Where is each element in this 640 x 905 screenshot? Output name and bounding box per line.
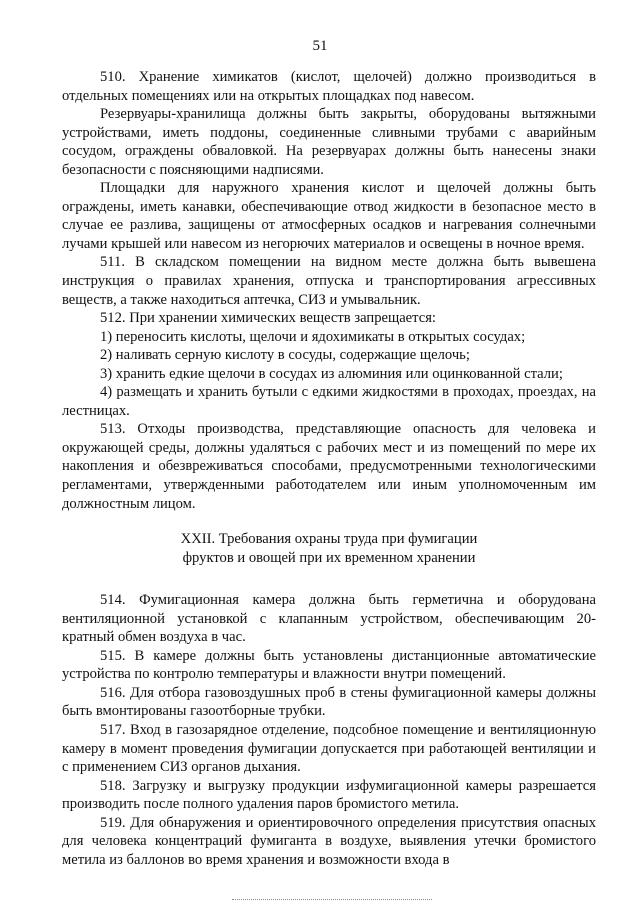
paragraph-510: 510. Хранение химикатов (кислот, щелочей) должно производиться в отдельных помещениях или на открытых площадках под навесом. [62, 69, 596, 104]
paragraph-reservoirs: Резервуары-хранилища должны быть закрыты, оборудованы вытяжными устройствами, иметь поддоны, соединенные сливными трубами с аварийным сосудом, ограждены обваловкой. На резервуарах должны быть нанесены знаки безопасности с поясняющими надписями. [62, 106, 596, 178]
scan-bottom-edge [232, 899, 432, 901]
paragraph-517: 517. Вход в газозарядное отделение, подсобное помещение и вентиляционную камеру в момент проведения фумигации допускается при работающей вентиляции и с применением СИЗ органов дыхания. [62, 721, 596, 776]
list-item-512-1: 1) переносить кислоты, щелочи и ядохимикаты в открытых сосудах; [100, 328, 526, 345]
paragraph-518: 518. Загрузку и выгрузку продукции изфумигационной камеры разрешается производить после полного удаления паров бромистого метила. [62, 777, 596, 813]
document-body [62, 68, 596, 869]
paragraph-515: 515. В камере должны быть установлены дистанционные автоматические устройства по контролю температуры и влажности внутри помещений. [62, 647, 596, 683]
section-heading-line-2: фруктов и овощей при их временном хранении [182, 550, 476, 567]
paragraph-519: 519. Для обнаружения и ориентировочного определения присутствия опасных для человека концентраций фумиганта в воздухе, выявления утечки бромистого метила из баллонов во время хранения и возможности входа в [62, 814, 596, 868]
list-item-512-3: 3) хранить едкие щелочи в сосудах из алюминия или оцинкованной стали; [100, 365, 563, 382]
section-heading [62, 530, 596, 568]
list-item-512-4: 4) размещать и хранить бутыли с едкими жидкостями в проходах, проездах, на лестницах. [62, 384, 596, 419]
section-heading-line-1: XXII. Требования охраны труда при фумигации [180, 531, 478, 548]
paragraph-511: 511. В складском помещении на видном месте должна быть вывешена инструкция о правилах хранения, отпуска и транспортирования агрессивных веществ, а также находиться аптечка, СИЗ и умывальник. [62, 254, 596, 308]
paragraph-outdoor-storage: Площадки для наружного хранения кислот и щелочей должны быть ограждены, иметь канавки, обеспечивающие отвод жидкости в безопасное место в случае ее разлива, защищены от атмосферных осадков и нагревания солнечными лучами крышей или навесом из негорючих материалов и освещены в ночное время. [62, 180, 596, 252]
paragraph-513: 513. Отходы производства, представляющие опасность для человека и окружающей среды, должны удаляться с рабочих мест и из помещений по мере их накопления и обезвреживаться способами, предусмотренными технологическими регламентами, утвержденными работодателем или иным уполномоченным им должностным лицом. [62, 421, 596, 512]
paragraph-516: 516. Для отбора газовоздушных проб в стены фумигационной камеры должны быть вмонтированы газоотборные трубки. [62, 684, 596, 720]
paragraph-514: 514. Фумигационная камера должна быть герметична и оборудована вентиляционной установкой с клапанным устройством, обеспечивающим 20-кратный обмен воздуха в час. [62, 592, 596, 646]
page-number: 51 [312, 38, 328, 54]
paragraph-512: 512. При хранении химических веществ запрещается: [100, 310, 436, 327]
list-item-512-2: 2) наливать серную кислоту в сосуды, содержащие щелочь; [100, 347, 470, 364]
